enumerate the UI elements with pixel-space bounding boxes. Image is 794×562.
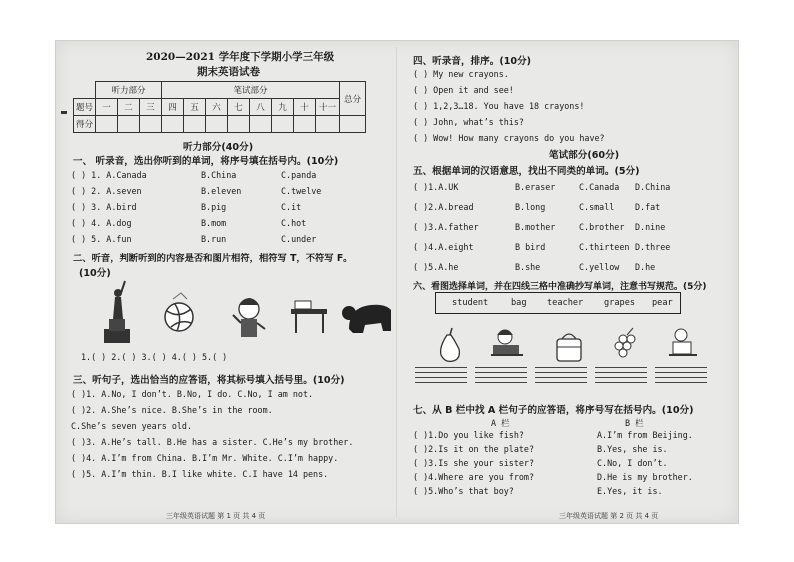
right-page (409, 41, 739, 523)
page-divider (396, 47, 397, 517)
q5-option: D.he (635, 262, 656, 272)
q3-item-2: ( )2. A.She’s nice. B.She’s in the room. (71, 405, 273, 415)
q5-option: D.nine (635, 222, 666, 232)
right-footer: 三年级英语试题 第 2 页 共 4 页 (559, 512, 659, 520)
exam-subtitle: 期末英语试卷 (197, 66, 260, 78)
q7-item-a: ( )1.Do you like fish? (413, 430, 524, 440)
q5-option: B.mother (515, 222, 556, 232)
q6-word-box (435, 292, 681, 314)
q7-col-b-header: B 栏 (625, 418, 644, 428)
total-header: 总分 (340, 82, 366, 116)
q2-heading: 二、听音，判断听到的内容是否和图片相符，相符写 T，不符写 F。 (73, 253, 353, 264)
score-cell[interactable] (250, 116, 272, 133)
score-cell[interactable] (184, 116, 206, 133)
q5-option: C.thirteen (579, 242, 630, 252)
col-number: 四 (162, 99, 184, 116)
q5-option: B.long (515, 202, 546, 212)
q5-option: D.fat (635, 202, 661, 212)
score-cell[interactable] (206, 116, 228, 133)
q1-option: C.panda (281, 170, 317, 180)
q1-option: B.China (201, 170, 237, 180)
q1-item-2: ( ) 2. A.seven (71, 186, 142, 196)
student-icon (669, 329, 697, 355)
q7-item-a: ( )5.Who’s that boy? (413, 486, 514, 496)
q1-option: B.pig (201, 202, 227, 212)
row-label-number: 题号 (74, 99, 96, 116)
col-number: 九 (272, 99, 294, 116)
exam-sheet (55, 40, 739, 524)
score-cell[interactable] (340, 116, 366, 133)
word-student: student (452, 298, 489, 308)
pear-icon (441, 328, 460, 361)
q1-option: B.run (201, 234, 227, 244)
score-cell[interactable] (118, 116, 140, 133)
q5-option: C.brother (579, 222, 625, 232)
q1-option: C.it (281, 202, 302, 212)
gutter-mark (61, 111, 67, 114)
table-icon (291, 301, 327, 333)
q1-item-1: ( ) 1. A.Canada (71, 170, 147, 180)
col-number: 五 (184, 99, 206, 116)
score-cell[interactable] (228, 116, 250, 133)
left-footer: 三年级英语试题 第 1 页 共 4 页 (166, 512, 266, 520)
bear-icon (342, 305, 391, 333)
score-cell[interactable] (96, 116, 118, 133)
score-table (73, 81, 366, 133)
q5-option: B.eraser (515, 182, 556, 192)
row-label-score: 得分 (74, 116, 96, 133)
q3-item-4: ( )4. A.I’m from China. B.I’m Mr. White. C.I’m happy. (71, 453, 339, 463)
q5-item-1: ( )1.A.UK (413, 182, 459, 192)
score-cell[interactable] (316, 116, 340, 133)
q5-option: C.Canada (579, 182, 620, 192)
col-number: 七 (228, 99, 250, 116)
q7-item-b: D.He is my brother. (597, 472, 693, 482)
q4-item: ( ) 1,2,3…18. You have 18 crayons! (413, 101, 585, 111)
score-cell[interactable] (294, 116, 316, 133)
score-cell[interactable] (272, 116, 294, 133)
q1-option: B.eleven (201, 186, 242, 196)
col-number: 十一 (316, 99, 340, 116)
q5-item-3: ( )3.A.father (413, 222, 479, 232)
word-grapes: grapes (604, 298, 636, 308)
col-number: 八 (250, 99, 272, 116)
q5-heading: 五、根据单词的汉语意思，找出不同类的单词。(5分) (413, 166, 640, 177)
volleyball-icon (165, 293, 193, 331)
col-number: 二 (118, 99, 140, 116)
listening-section-heading: 听力部分(40分) (183, 142, 254, 153)
col-number: 六 (206, 99, 228, 116)
q1-heading: 一、 听录音，选出你听到的单词，将序号填在括号内。(10分) (73, 156, 339, 167)
score-cell[interactable] (162, 116, 184, 133)
word-teacher: teacher (547, 298, 584, 308)
q1-option: C.under (281, 234, 317, 244)
q7-col-a-header: A 栏 (491, 418, 510, 428)
q5-option: D.China (635, 182, 671, 192)
q7-heading: 七、从 B 栏中找 A 栏句子的应答语，将序号写在括号内。(10分) (413, 405, 694, 416)
word-bag: bag (511, 298, 527, 308)
written-section-heading: 笔试部分(60分) (549, 150, 620, 161)
q3-item-1: ( )1. A.No, I don’t. B.No, I do. C.No, I am not. (71, 389, 314, 399)
q5-option: B.she (515, 262, 541, 272)
q7-item-a: ( )4.Where are you from? (413, 472, 535, 482)
q5-item-2: ( )2.A.bread (413, 202, 474, 212)
q5-option: D.three (635, 242, 671, 252)
four-line-grid[interactable] (415, 367, 467, 387)
four-line-grid[interactable] (595, 367, 647, 387)
q1-item-5: ( ) 5. A.fun (71, 234, 132, 244)
four-line-grid[interactable] (475, 367, 527, 387)
q1-option: B.mom (201, 218, 227, 228)
q6-heading: 六、看图选择单词，并在四线三格中准确抄写单词，注意书写规范。(5分) (413, 282, 707, 292)
q7-item-b: C.No, I don’t. (597, 458, 668, 468)
q3-item-3: ( )3. A.He’s tall. B.He has a sister. C.He’s my brother. (71, 437, 354, 447)
grapes-icon (615, 328, 635, 357)
q7-item-a: ( )3.Is she your sister? (413, 458, 535, 468)
q7-item-b: A.I’m from Beijing. (597, 430, 693, 440)
q1-item-3: ( ) 3. A.bird (71, 202, 137, 212)
listening-header: 听力部分 (96, 82, 162, 99)
q5-option: B bird (515, 242, 546, 252)
q7-item-b: E.Yes, it is. (597, 486, 663, 496)
q4-item: ( ) John, what’s this? (413, 117, 524, 127)
q3-item-5: ( )5. A.I’m thin. B.I like white. C.I have 14 pens. (71, 469, 329, 479)
q2-pictures (91, 279, 391, 345)
q1-option: C.hot (281, 218, 307, 228)
col-number: 一 (96, 99, 118, 116)
q7-item-b: B.Yes, she is. (597, 444, 668, 454)
q4-item: ( ) Wow! How many crayons do you have? (413, 133, 605, 143)
q4-item: ( ) Open it and see! (413, 85, 514, 95)
q5-option: C.yellow (579, 262, 620, 272)
left-page (71, 41, 389, 523)
col-number: 十 (294, 99, 316, 116)
q6-pictures (429, 325, 729, 365)
q4-item: ( ) My new crayons. (413, 69, 509, 79)
q4-heading: 四、听录音，排序。(10分) (413, 56, 532, 67)
q5-item-5: ( )5.A.he (413, 262, 459, 272)
q1-item-4: ( ) 4. A.dog (71, 218, 132, 228)
word-pear: pear (652, 298, 673, 308)
q5-option: C.small (579, 202, 615, 212)
q2-answer-row: 1.( ) 2.( ) 3.( ) 4.( ) 5.( ) (81, 352, 228, 362)
col-number: 三 (140, 99, 162, 116)
four-line-grid[interactable] (535, 367, 587, 387)
q7-item-a: ( )2.Is it on the plate? (413, 444, 535, 454)
q3-item-2-cont: C.She’s seven years old. (71, 421, 193, 431)
statue-of-liberty-icon (104, 281, 130, 343)
q5-item-4: ( )4.A.eight (413, 242, 474, 252)
q3-heading: 三、听句子，选出恰当的应答语，将其标号填入括号里。(10分) (73, 375, 345, 386)
four-line-grid[interactable] (655, 367, 707, 387)
score-cell[interactable] (140, 116, 162, 133)
teacher-icon (491, 330, 523, 355)
girl-cartoon-icon (233, 298, 265, 337)
exam-title: 2020—2021 学年度下学期小学三年级 (146, 51, 335, 63)
bag-icon (557, 334, 581, 361)
written-header: 笔试部分 (162, 82, 340, 99)
q1-option: C.twelve (281, 186, 322, 196)
q2-points: (10分) (79, 268, 111, 279)
